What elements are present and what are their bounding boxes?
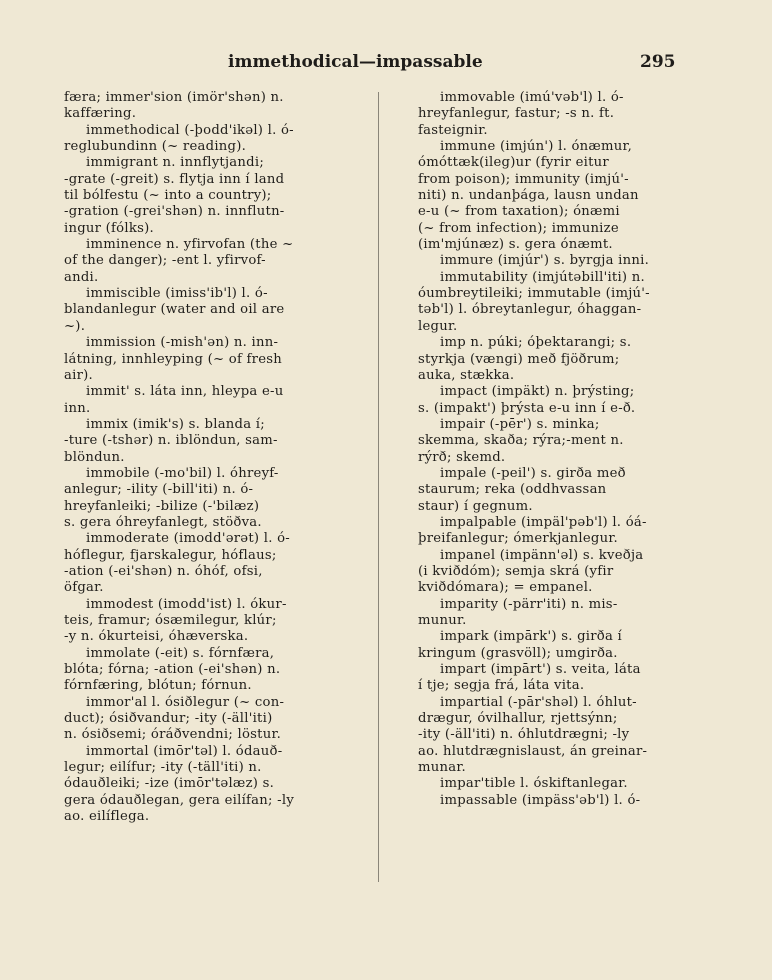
running-header	[0, 52, 772, 76]
entry-line: staurum; reka (oddhvassan	[418, 482, 607, 498]
entry-line: -ation (-ei'shən) n. óhóf, ofsi,	[64, 563, 263, 579]
entry-line: ao. eilíflega.	[64, 809, 150, 825]
entry-line: hreyfanleiki; -bilize (-'bilæz)	[64, 498, 260, 514]
left-column	[64, 90, 364, 825]
dictionary-entry	[64, 597, 364, 646]
entry-line: immigrant n. innflytjandi;	[86, 155, 265, 171]
dictionary-entry	[396, 335, 676, 384]
entry-line: hreyfanlegur, fastur; -s n. ft.	[418, 106, 615, 122]
dictionary-entry	[396, 629, 676, 662]
entry-line: impassable (impäss'əb'l) l. ó-	[440, 792, 641, 808]
header-title: immethodical—impassable	[228, 52, 483, 72]
dictionary-entry	[396, 90, 676, 139]
entry-line: öfgar.	[64, 580, 104, 596]
entry-line: impark (impārk') s. girða í	[440, 629, 623, 645]
dictionary-entry	[396, 384, 676, 417]
entry-line: ingur (fólks).	[64, 220, 154, 236]
dictionary-entry	[396, 270, 676, 335]
entry-line: legur; eilífur; -ity (-täll'iti) n.	[64, 760, 262, 776]
entry-line: impalpable (impäl'pəb'l) l. óá-	[440, 514, 647, 530]
entry-line: -y n. ókurteisi, óhæverska.	[64, 629, 249, 645]
entry-line: duct); ósiðvandur; -ity (-äll'iti)	[64, 711, 273, 727]
entry-line: n. ósiðsemi; óráðvendni; löstur.	[64, 727, 282, 743]
entry-line: teis, framur; ósæmilegur, klúr;	[64, 613, 277, 628]
entry-line: blandanlegur (water and oil are	[64, 302, 285, 318]
entry-line: impanel (impänn'əl) s. kveðja	[440, 547, 644, 563]
entry-line: immune (imjún') l. ónæmur,	[440, 139, 633, 155]
entry-line: ~).	[64, 318, 86, 334]
entry-line: e-u (~ from taxation); ónæmi	[418, 204, 620, 220]
entry-line: þreifanlegur; ómerkjanlegur.	[418, 531, 618, 547]
dictionary-entry	[396, 417, 676, 466]
entry-line: immovable (imú'vəb'l) l. ó-	[440, 90, 624, 105]
entry-line: ódauðleiki; -ize (imōr'təlæz) s.	[64, 776, 275, 792]
dictionary-entry	[64, 744, 364, 826]
entry-line: kaffæring.	[64, 106, 137, 122]
dictionary-entry	[64, 286, 364, 335]
dictionary-entry	[64, 155, 364, 237]
entry-line: -grate (-greit) s. flytja inn í land	[64, 171, 285, 187]
entry-line: styrkja (vængi) með fjöðrum;	[418, 351, 620, 367]
dictionary-entry	[396, 515, 676, 548]
entry-line: í tje; segja frá, láta vita.	[418, 678, 585, 694]
entry-line: skemma, skaða; rýra;-ment n.	[418, 433, 624, 449]
entry-line: immodest (imodd'ist) l. ókur-	[86, 596, 287, 612]
entry-line: impact (impäkt) n. þrýsting;	[440, 384, 635, 400]
entry-line: inn.	[64, 400, 91, 416]
dictionary-entry	[396, 776, 676, 792]
entry-line: immure (imjúr') s. byrgja inni.	[440, 253, 650, 269]
entry-line: legur.	[418, 318, 458, 334]
entry-line: kviðdómara); = empanel.	[418, 580, 593, 596]
entry-line: andi.	[64, 269, 99, 285]
dictionary-entry	[396, 253, 676, 269]
entry-line: impale (-peil') s. girða með	[440, 465, 626, 481]
entry-line: færa; immer'sion (imör'shən) n.	[64, 90, 284, 105]
entry-line: immission (-mish'ən) n. inn-	[86, 335, 279, 351]
entry-line: óumbreytileiki; immutable (imjú'-	[418, 286, 650, 302]
dictionary-entry	[396, 597, 676, 630]
entry-line: from poison); immunity (imjú'-	[418, 171, 629, 187]
entry-line: təb'l) l. óbreytanlegur, óhaggan-	[418, 302, 642, 318]
entry-line: -gration (-grei'shən) n. innflutn-	[64, 204, 285, 220]
entry-line: niti) n. undanþága, lausn undan	[418, 188, 639, 204]
entry-line: imminence n. yfirvofan (the ~	[86, 237, 294, 253]
entry-line: immortal (imōr'təl) l. ódauð-	[86, 743, 283, 759]
entry-line: impar'tible l. óskiftanlegar.	[440, 776, 628, 792]
dictionary-entry	[64, 90, 364, 123]
dictionary-entry	[64, 531, 364, 596]
dictionary-entry	[396, 139, 676, 253]
entry-line: blóta; fórna; -ation (-ei'shən) n.	[64, 662, 281, 678]
entry-line: imparity (-pärr'iti) n. mis-	[440, 596, 618, 612]
entry-line: rýrð; skemd.	[418, 449, 506, 465]
dictionary-entry	[64, 384, 364, 417]
entry-line: immobile (-mo'bil) l. óhreyf-	[86, 465, 279, 481]
entry-line: staur) í gegnum.	[418, 498, 533, 514]
entry-line: kringum (grasvöll); umgirða.	[418, 645, 618, 661]
entry-line: immoderate (imodd'ərət) l. ó-	[86, 531, 290, 547]
right-column	[396, 90, 676, 809]
dictionary-entry	[64, 335, 364, 384]
dictionary-entry	[64, 237, 364, 286]
entry-line: imp n. púki; óþektarangi; s.	[440, 335, 632, 351]
entry-line: immor'al l. ósiðlegur (~ con-	[86, 694, 285, 710]
entry-line: auka, stækka.	[418, 367, 515, 383]
page-number: 295	[640, 52, 676, 72]
entry-line: impartial (-pār'shəl) l. óhlut-	[440, 694, 637, 710]
entry-line: munar.	[418, 760, 466, 776]
entry-line: reglubundinn (~ reading).	[64, 139, 247, 155]
entry-line: fórnfæring, blótun; fórnun.	[64, 678, 252, 694]
entry-line: air).	[64, 367, 93, 383]
entry-line: hóflegur, fjarskalegur, hóflaus;	[64, 547, 277, 563]
dictionary-entry	[396, 695, 676, 777]
dictionary-entry	[64, 123, 364, 156]
entry-line: impair (-pēr') s. minka;	[440, 416, 600, 432]
entry-line: (im'mjúnæz) s. gera ónæmt.	[418, 237, 613, 253]
entry-line: ao. hlutdrægnislaust, án greinar-	[418, 743, 648, 759]
dictionary-entry	[396, 466, 676, 515]
dictionary-entry	[396, 662, 676, 695]
entry-line: immutability (imjútəbill'iti) n.	[440, 269, 645, 285]
dictionary-entry	[396, 793, 676, 809]
entry-line: fasteignir.	[418, 122, 488, 138]
entry-line: immethodical (-þodd'ikəl) l. ó-	[86, 122, 294, 138]
entry-line: munur.	[418, 613, 467, 628]
dictionary-entry	[64, 417, 364, 466]
entry-line: impart (impārt') s. veita, láta	[440, 662, 641, 678]
entry-line: -ture (-tshər) n. iblöndun, sam-	[64, 433, 278, 449]
entry-line: (i kviðdóm); semja skrá (yfir	[418, 563, 614, 579]
entry-line: s. (impakt') þrýsta e-u inn í e-ð.	[418, 400, 636, 416]
entry-line: gera ódauðlegan, gera eilífan; -ly	[64, 792, 295, 808]
entry-line: immolate (-eit) s. fórnfæra,	[86, 645, 275, 661]
entry-line: til bólfestu (~ into a country);	[64, 188, 272, 204]
entry-line: ómóttæk(ileg)ur (fyrir eitur	[418, 155, 609, 171]
entry-line: immit' s. láta inn, hleypa e-u	[86, 384, 284, 400]
column-divider	[378, 92, 379, 882]
entry-line: -ity (-äll'iti) n. óhlutdrægni; -ly	[418, 727, 630, 743]
dictionary-entry	[64, 695, 364, 744]
entry-line: of the danger); -ent l. yfirvof-	[64, 253, 266, 269]
dictionary-entry	[64, 646, 364, 695]
entry-line: anlegur; -ility (-bill'iti) n. ó-	[64, 482, 254, 498]
entry-line: drægur, óvilhallur, rjettsýnn;	[418, 711, 618, 727]
entry-line: látning, innhleyping (~ of fresh	[64, 351, 283, 367]
dictionary-entry	[64, 466, 364, 531]
entry-line: s. gera óhreyfanlegt, stöðva.	[64, 514, 262, 530]
entry-line: blöndun.	[64, 449, 125, 465]
entry-line: (~ from infection); immunize	[418, 220, 619, 236]
entry-line: immix (imik's) s. blanda í;	[86, 416, 265, 432]
dictionary-entry	[396, 548, 676, 597]
entry-line: immiscible (imiss'ib'l) l. ó-	[86, 286, 268, 302]
